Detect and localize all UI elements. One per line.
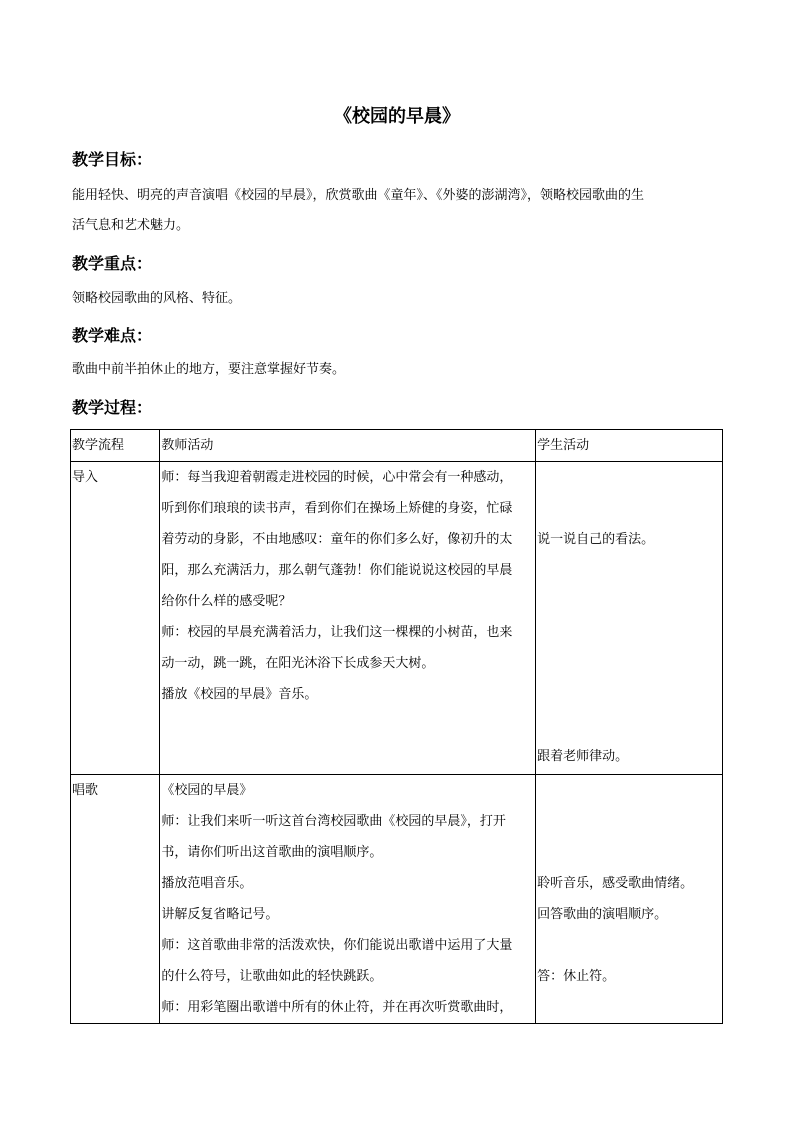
teacher-line: 播放《校园的早晨》音乐。	[161, 687, 318, 702]
teacher-line: 着劳动的身影，不由地感叹：童年的你们多么好，像初升的太	[161, 532, 513, 547]
teacher-line: 师：用彩笔圈出歌谱中所有的休止符，并在再次听赏歌曲时，	[161, 1000, 513, 1015]
teacher-line: 师：让我们来听一听这首台湾校园歌曲《校园的早晨》，打开	[161, 814, 506, 829]
student-line: 聆听音乐，感受歌曲情绪。	[537, 876, 694, 891]
teacher-line: 给你什么样的感受呢？	[161, 594, 292, 609]
teacher-activity-cell	[160, 462, 536, 775]
objectives-text	[72, 181, 722, 241]
student-line: 跟着老师律动。	[537, 749, 629, 764]
teacher-line: 听到你们琅琅的读书声，看到你们在操场上矫健的身姿，忙碌	[161, 501, 513, 516]
teacher-line: 阳，那么充满活力，那么朝气蓬勃！你们能说说这校园的早晨	[161, 563, 513, 578]
teacher-line: 师：这首歌曲非常的活泼欢快，你们能说出歌谱中运用了大量	[161, 938, 513, 953]
process-heading: 教学过程：	[72, 398, 153, 417]
header-teacher: 教师活动	[160, 430, 536, 462]
student-activity-cell	[536, 462, 723, 775]
teacher-line: 师：每当我迎着朝霞走进校园的时候，心中常会有一种感动，	[161, 470, 513, 485]
header-stage: 教学流程	[71, 430, 160, 462]
teacher-line: 播放范唱音乐。	[161, 876, 253, 891]
teacher-line: 书，请你们听出这首歌曲的演唱顺序。	[161, 845, 383, 860]
teacher-line: 动一动，跳一跳，在阳光沐浴下长成参天大树。	[161, 656, 435, 671]
document-title: 《校园的早晨》	[334, 106, 460, 127]
objectives-heading: 教学目标：	[72, 150, 153, 169]
teacher-line: 《校园的早晨》	[161, 783, 253, 798]
difficulties-heading: 教学难点：	[72, 326, 153, 345]
key-points-text: 领略校园歌曲的风格、特征。	[72, 291, 242, 306]
objectives-line-1: 能用轻快、明亮的声音演唱《校园的早晨》，欣赏歌曲《童年》、《外婆的澎湖湾》，领略校园歌曲的生	[72, 188, 645, 203]
objectives-line-2: 活气息和艺术魅力。	[72, 218, 190, 233]
student-line: 答：休止符。	[537, 969, 616, 984]
stage-cell: 唱歌	[71, 775, 160, 1024]
difficulties-text: 歌曲中前半拍休止的地方，要注意掌握好节奏。	[72, 362, 346, 377]
key-points-heading: 教学重点：	[72, 254, 153, 273]
student-activity-cell	[536, 775, 723, 1024]
header-student: 学生活动	[536, 430, 723, 462]
table-row	[71, 462, 723, 775]
teaching-process-table	[70, 429, 723, 1024]
table-row	[71, 775, 723, 1024]
teacher-line: 师：校园的早晨充满着活力，让我们这一棵棵的小树苗，也来	[161, 625, 513, 640]
student-line: 回答歌曲的演唱顺序。	[537, 907, 668, 922]
teacher-line: 的什么符号，让歌曲如此的轻快跳跃。	[161, 969, 383, 984]
teacher-line: 讲解反复省略记号。	[161, 907, 279, 922]
student-line: 说一说自己的看法。	[537, 532, 655, 547]
teacher-activity-cell	[160, 775, 536, 1024]
table-header-row	[71, 430, 723, 462]
stage-cell: 导入	[71, 462, 160, 775]
